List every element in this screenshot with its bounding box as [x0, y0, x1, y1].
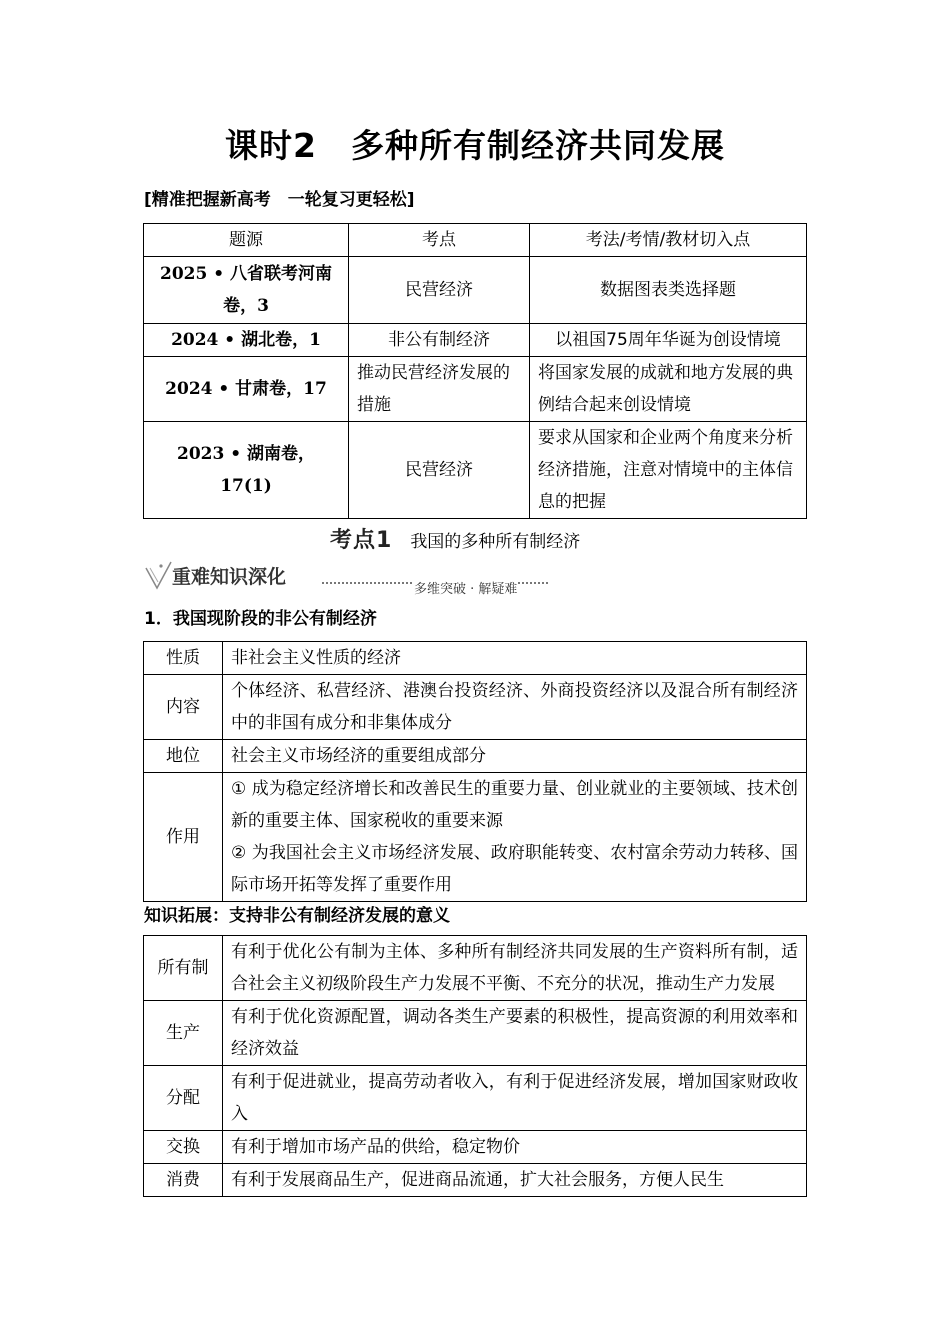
section-banner — [144, 560, 544, 598]
table-row — [144, 422, 807, 519]
row-key: 性质 — [144, 642, 223, 675]
angle-cell: 将国家发展的成就和地方发展的典例结合起来创设情境 — [530, 357, 807, 422]
significance-table — [143, 935, 807, 1197]
row-key: 作用 — [144, 773, 223, 902]
table-row — [144, 357, 807, 422]
angle-cell: 以祖国75周年华诞为创设情境 — [530, 324, 807, 357]
header-cell: 题源 — [144, 224, 349, 257]
topic-cell: 民营经济 — [349, 422, 530, 519]
row-value — [223, 773, 807, 902]
role-item-2: ② 为我国社会主义市场经济发展、政府职能转变、农村富余劳动力转移、国际市场开拓等发挥了重要作用 — [231, 843, 798, 895]
topic-cell: 民营经济 — [349, 257, 530, 324]
table-row — [144, 1164, 807, 1197]
row-key: 交换 — [144, 1131, 223, 1164]
kaodian-title: 我国的多种所有制经济 — [410, 532, 581, 552]
table-row — [144, 642, 807, 675]
table-row — [144, 1001, 807, 1066]
row-key: 所有制 — [144, 936, 223, 1001]
source-cell: 2024 • 甘肃卷，17 — [144, 357, 349, 422]
table-row — [144, 324, 807, 357]
banner-title: 重难知识深化 — [172, 566, 287, 588]
row-key: 地位 — [144, 740, 223, 773]
row-value: 个体经济、私营经济、港澳台投资经济、外商投资经济以及混合所有制经济中的非国有成分和非集体成分 — [223, 675, 807, 740]
topic-cell: 非公有制经济 — [349, 324, 530, 357]
table-row — [144, 740, 807, 773]
row-key: 消费 — [144, 1164, 223, 1197]
subtitle: [精准把握新高考 一轮复习更轻松] — [144, 190, 415, 210]
source-cell: 2024 • 湖北卷，1 — [144, 324, 349, 357]
banner-check-icon — [144, 560, 174, 596]
angle-cell: 要求从国家和企业两个角度来分析经济措施，注意对情境中的主体信息的把握 — [530, 422, 807, 519]
source-table — [143, 223, 807, 519]
kaodian-heading — [330, 523, 580, 551]
row-key: 分配 — [144, 1066, 223, 1131]
row-value: 非社会主义性质的经济 — [223, 642, 807, 675]
table-row — [144, 936, 807, 1001]
row-value: 有利于促进就业，提高劳动者收入，有利于促进经济发展，增加国家财政收入 — [223, 1066, 807, 1131]
row-value: 社会主义市场经济的重要组成部分 — [223, 740, 807, 773]
row-value: 有利于优化资源配置，调动各类生产要素的积极性，提高资源的利用效率和经济效益 — [223, 1001, 807, 1066]
topic-cell: 推动民营经济发展的措施 — [349, 357, 530, 422]
row-key: 生产 — [144, 1001, 223, 1066]
extension-heading: 知识拓展：支持非公有制经济发展的意义 — [144, 906, 450, 926]
table-row — [144, 257, 807, 324]
non-public-economy-table — [143, 641, 807, 902]
header-cell: 考法/考情/教材切入点 — [530, 224, 807, 257]
kaodian-label: 考点1 — [330, 528, 393, 553]
section-heading: 1．我国现阶段的非公有制经济 — [144, 609, 377, 629]
banner-tag: 多维突破 · 解疑难 — [412, 578, 517, 597]
role-item-1: ① 成为稳定经济增长和改善民生的重要力量、创业就业的主要领域、技术创新的重要主体、国家税收的重要来源 — [231, 779, 798, 831]
row-value: 有利于优化公有制为主体、多种所有制经济共同发展的生产资料所有制，适合社会主义初级阶段生产力发展不平衡、不充分的状况，推动生产力发展 — [223, 936, 807, 1001]
page-title: 课时2 多种所有制经济共同发展 — [225, 126, 725, 165]
source-cell: 2025 • 八省联考河南卷，3 — [144, 257, 349, 324]
table-row — [144, 675, 807, 740]
angle-cell: 数据图表类选择题 — [530, 257, 807, 324]
table-row — [144, 1066, 807, 1131]
row-key: 内容 — [144, 675, 223, 740]
table-row — [144, 773, 807, 902]
table-row — [144, 1131, 807, 1164]
source-cell: 2023 • 湖南卷，17(1) — [144, 422, 349, 519]
row-value: 有利于增加市场产品的供给，稳定物价 — [223, 1131, 807, 1164]
table-header-row — [144, 224, 807, 257]
row-value: 有利于发展商品生产，促进商品流通，扩大社会服务，方便人民生 — [223, 1164, 807, 1197]
header-cell: 考点 — [349, 224, 530, 257]
